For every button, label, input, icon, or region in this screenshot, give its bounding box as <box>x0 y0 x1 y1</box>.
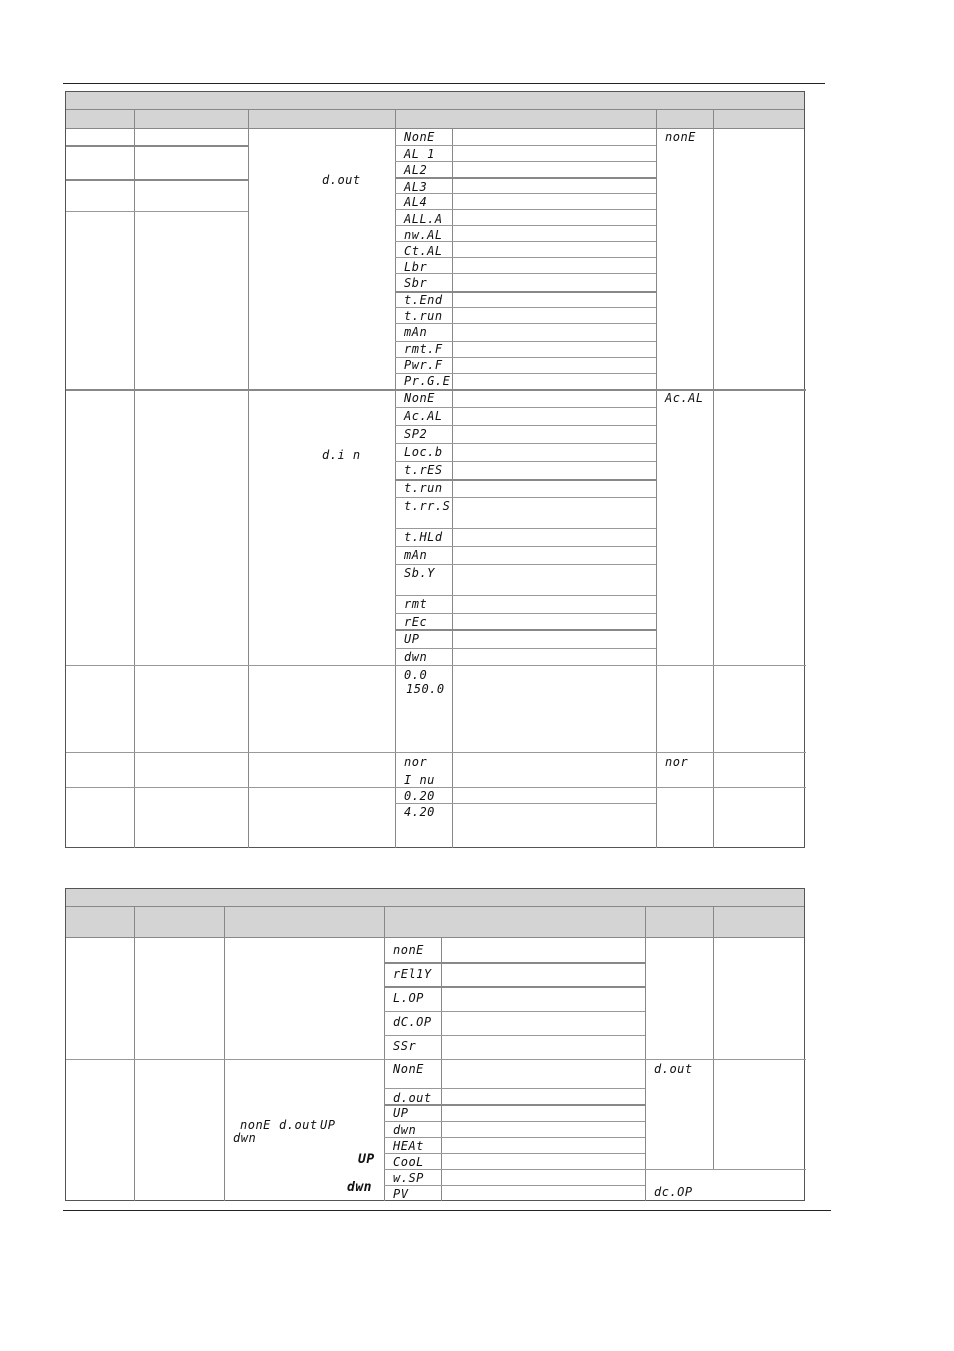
logic-option: nor <box>404 755 428 769</box>
dout-default: nonE <box>665 130 696 144</box>
din-option: t.run <box>404 481 443 495</box>
table-2 <box>65 888 805 1201</box>
logic-default: nor <box>665 755 689 769</box>
din-option: UP <box>404 632 420 646</box>
dout-option: mAn <box>404 325 428 339</box>
logic-option: I nu <box>404 773 435 787</box>
dout-option: NonE <box>404 130 435 144</box>
dout-option: AL2 <box>404 163 428 177</box>
table-1-title-band <box>66 92 804 110</box>
din-default: Ac.AL <box>665 391 704 405</box>
din-option: t.rr.S <box>404 499 451 513</box>
desc-code-dout: d.out <box>279 1118 318 1132</box>
func-option: CooL <box>393 1155 424 1169</box>
type-option: SSr <box>393 1039 417 1053</box>
type-option: L.OP <box>393 991 424 1005</box>
din-option: dwn <box>404 650 428 664</box>
desc-code-dwn: dwn <box>233 1131 257 1145</box>
desc-code-dwn-bold: dwn <box>347 1180 372 1195</box>
din-option: NonE <box>404 391 435 405</box>
func-option: PV <box>393 1187 409 1201</box>
func-default: d.out <box>654 1062 693 1076</box>
type-option: nonE <box>393 943 424 957</box>
func-option: dwn <box>393 1123 417 1137</box>
current-option: 4.20 <box>404 805 435 819</box>
din-option: Loc.b <box>404 445 443 459</box>
din-option: mAn <box>404 548 428 562</box>
func-option: NonE <box>393 1062 424 1076</box>
dout-option: Sbr <box>404 276 428 290</box>
func-option: d.out <box>393 1091 432 1105</box>
func-option: UP <box>393 1106 409 1120</box>
table-2-header-band <box>66 907 804 938</box>
top-rule <box>63 83 825 84</box>
dout-option: rmt.F <box>404 342 443 356</box>
dout-option: AL4 <box>404 195 428 209</box>
dout-option: AL3 <box>404 180 428 194</box>
range-max: 150.0 <box>406 682 445 696</box>
desc-code-up-bold: UP <box>358 1152 375 1167</box>
type-option: dC.OP <box>393 1015 432 1029</box>
din-option: rmt <box>404 597 428 611</box>
dout-option: t.run <box>404 309 443 323</box>
bottom-rule <box>63 1210 831 1211</box>
func-option: HEAt <box>393 1139 424 1153</box>
dout-option: t.End <box>404 293 443 307</box>
param-dout-label: d.out <box>322 173 361 187</box>
dout-option: ALL.A <box>404 212 443 226</box>
func-option: w.SP <box>393 1171 424 1185</box>
current-option: 0.20 <box>404 789 435 803</box>
din-option: rEc <box>404 615 428 629</box>
dout-option: AL 1 <box>404 147 435 161</box>
din-option: Ac.AL <box>404 409 443 423</box>
table-2-title-band <box>66 889 804 907</box>
func-default-2: dc.OP <box>654 1185 693 1199</box>
din-option: SP2 <box>404 427 428 441</box>
dout-option: Pwr.F <box>404 358 443 372</box>
dout-option: Pr.G.E <box>404 374 451 388</box>
din-option: Sb.Y <box>404 566 435 580</box>
range-min: 0.0 <box>404 668 428 682</box>
desc-code-up: UP <box>320 1118 336 1132</box>
din-option: t.HLd <box>404 530 443 544</box>
dout-option: Ct.AL <box>404 244 443 258</box>
table-1 <box>65 91 805 848</box>
din-option: t.rES <box>404 463 443 477</box>
dout-option: nw.AL <box>404 228 443 242</box>
type-option: rEl1Y <box>393 967 432 981</box>
desc-code-none: nonE <box>240 1118 271 1132</box>
dout-option: Lbr <box>404 260 428 274</box>
table-1-header-band <box>66 110 804 129</box>
param-din-label: d.i n <box>322 448 361 462</box>
